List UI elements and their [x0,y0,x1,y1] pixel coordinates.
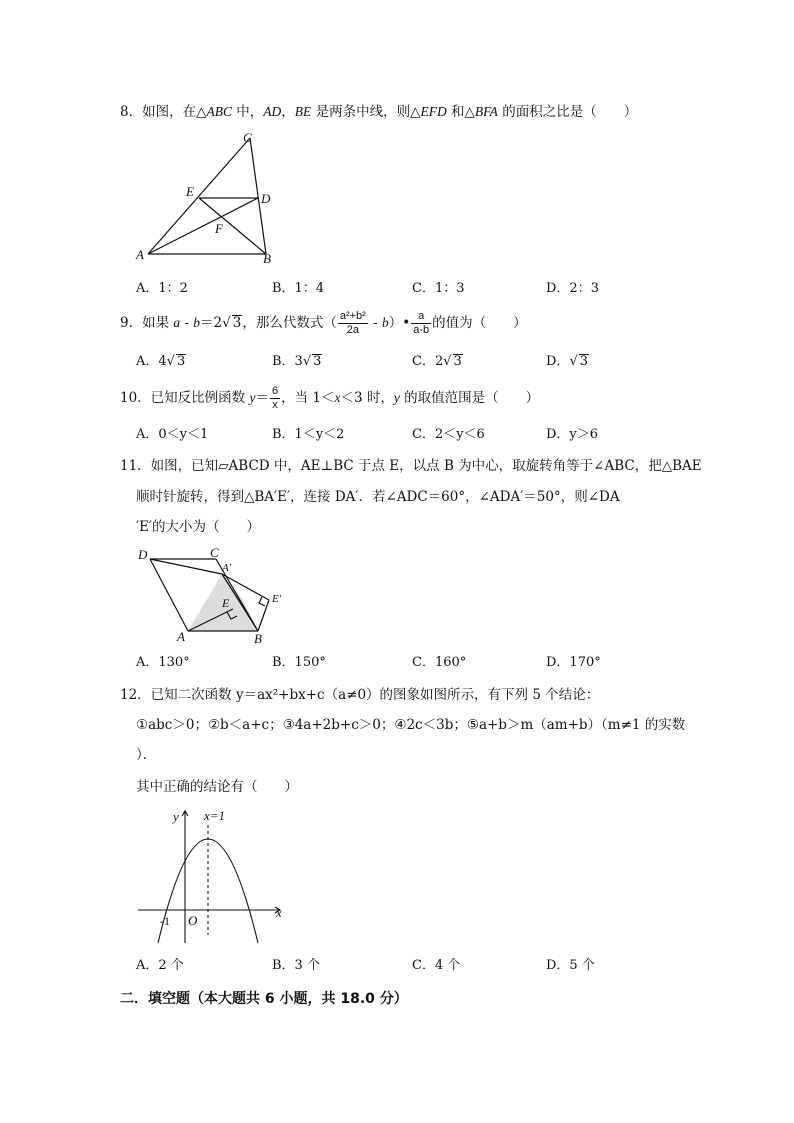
q12-option-a[interactable]: A．2 个 [136,958,184,973]
q10-fraction: $\frac{6}{x}$ [271,385,279,411]
label-c: C [243,130,252,145]
label-e: E [186,184,194,199]
label-origin: O [188,913,198,928]
label-c: C [210,545,219,560]
label-b: B [254,631,262,645]
q10-stem: 10．已知反比例函数 y＝ $\frac{6}{x}$ ，当 1＜x＜3 时，y 的取值范围是（ ） [120,385,540,411]
q12-stem-line4: 其中正确的结论有（ ） [136,779,298,795]
q12-stem-line3: ）． [136,747,157,763]
q8-option-c[interactable]: C．1：3 [412,281,465,296]
label-a: A [177,629,185,644]
label-b: B [263,251,271,266]
side-ac [148,138,250,254]
sqrt-symbol: √ [222,315,231,331]
label-f: F [215,221,223,236]
median-ad [148,198,258,254]
q11-option-c[interactable]: C．160° [412,655,467,670]
right-angle-mark-e1 [259,597,265,606]
q11-stem-line1: 11．如图，已知▱ABCD 中，AE⊥BC 于点 E，以点 B 为中心，取旋转角等于∠ABC，把△BAE [120,458,702,474]
q12-stem-line2: ①abc＞0；②b＜a+c；③4a+2b+c＞0；④2c＜3b；⑤a+b＞m（am+b）（m≠1 的实数 [136,717,686,733]
q10-option-c[interactable]: C．2＜y＜6 [412,427,485,442]
q8-option-a[interactable]: A．1：2 [136,281,188,296]
q11-option-a[interactable]: A．130° [136,655,190,670]
q8-option-b[interactable]: B．1：4 [272,281,325,296]
q9-fraction-1: $\frac{\text{a²+b²}}{2a}$ [339,310,366,336]
q10-option-a[interactable]: A．0＜y＜1 [136,427,209,442]
label-symmetry: x=1 [204,808,226,823]
q8-triangle-figure [130,128,290,268]
side-da [150,559,188,631]
q8-stem: 8．如图，在△ABC 中，AD，BE 是两条中线，则△EFD 和△BFA 的面积之比是（ ） [120,104,638,120]
q10-option-b[interactable]: B．1＜y＜2 [272,427,345,442]
label-a: A [136,247,144,262]
median-be [199,198,266,254]
q11-option-b[interactable]: B．150° [272,655,326,670]
segment-da1 [150,559,222,574]
q11-option-d[interactable]: D．170° [546,655,601,670]
q9-stem: 9．如果 a - b＝2√ 3，那么代数式（ $\frac{\text{a²+b²}}{2a}$ - b）• $\frac{a}{a-b}$ 的值为（ ） [120,310,527,336]
q9-fraction-2: $\frac{a}{a-b}$ [413,310,430,336]
q9-option-d[interactable]: D．√ 3 [546,354,589,369]
q12-parabola-figure [130,803,300,945]
q12-stem-line1: 12．已知二次函数 y＝ax²+bx+c（a≠0）的图象如图所示，有下列 5 个结论： [120,687,600,703]
q12-option-d[interactable]: D．5 个 [546,958,595,973]
q12-option-b[interactable]: B．3 个 [272,958,320,973]
q9-option-c[interactable]: C．2√ 3 [412,354,462,369]
label-e: E [222,596,230,610]
section-heading-fill-in: 二．填空题（本大题共 6 小题，共 18.0 分） [120,991,408,1007]
q10-option-d[interactable]: D．y＞6 [546,427,599,442]
label-d: D [138,547,148,562]
label-x: x [276,905,282,920]
label-a-prime: A′ [222,562,232,574]
q11-stem-line3: ′E′的大小为（ ） [136,519,260,535]
q12-option-c[interactable]: C．4 个 [412,958,461,973]
label-neg1: -1 [160,914,170,928]
q8-option-d[interactable]: D．2：3 [546,281,599,296]
q11-stem-line2: 顺时针旋转，得到△BA′E′，连接 DA′．若∠ADC＝60°，∠ADA′＝50°，则∠DA [136,489,620,505]
label-y: y [173,809,179,824]
label-d: D [261,191,271,206]
q9-option-b[interactable]: B．3√ 3 [272,354,322,369]
q9-option-a[interactable]: A．4√ 3 [136,354,186,369]
label-e-prime: E′ [272,593,282,605]
q11-parallelogram-figure [130,545,300,645]
